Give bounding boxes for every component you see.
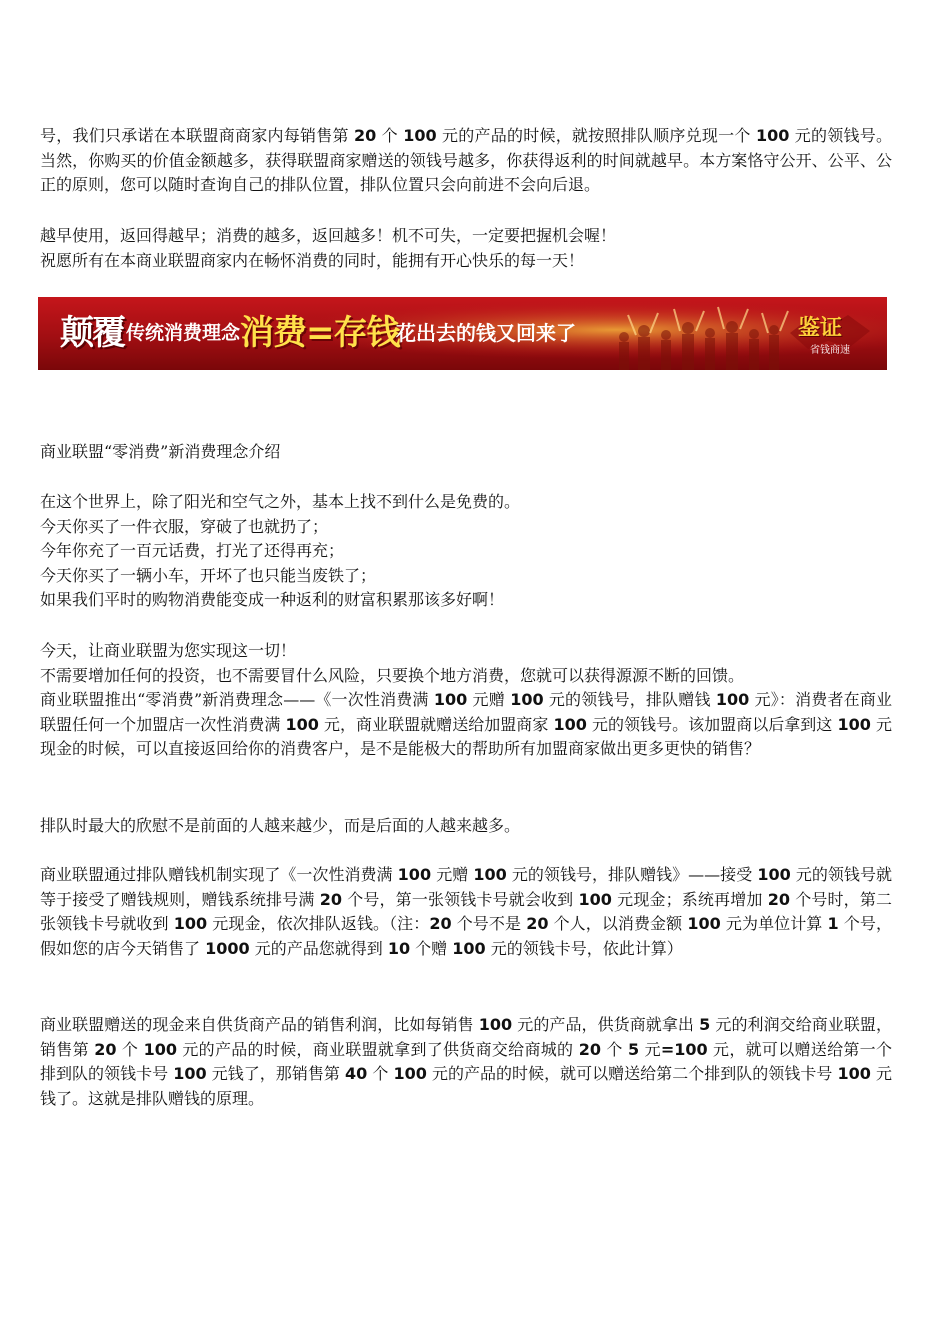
emphasis-number: 100: [510, 690, 544, 709]
emphasis-number: 20: [526, 914, 549, 933]
banner-subslogan: 花出去的钱又回来了: [396, 321, 576, 345]
emphasis-number: 100: [756, 126, 790, 145]
emphasis-number: 100: [837, 714, 871, 734]
emphasis-number: 20: [94, 1039, 117, 1059]
body-paragraph-3: 排队时最大的欣慰不是前面的人越来越少，而是后面的人越来越多。: [40, 816, 521, 835]
emphasis-number: 100: [452, 938, 486, 958]
emphasis-number: 20: [578, 1039, 601, 1059]
emphasis-number: 100: [757, 865, 791, 884]
emphasis-number: 40: [344, 1064, 368, 1083]
body-paragraph-2: 今天，让商业联盟为您实现这一切！ 不需要增加任何的投资，也不需要冒什么风险，只要换个地方消费，您就可以获得源源不断的回馈。 商业联盟推出“零消费”新消费理念——《一次性消费满 100 元赠 100 元的领钱号，排队赠钱 100 元》：消费者在商业联盟任何一个加盟店一次性消费满 100 元，商业联盟就赠送给加盟商家 100 元的领钱号。该加盟商以后拿到这 100 元现金的时候，可以直接返回给你的消费客户，是不是能极大的帮助所有加盟商家做出更多更快的销售？: [40, 641, 892, 758]
emphasis-number: 10: [387, 938, 411, 958]
emphasis-number: 20: [319, 889, 342, 909]
banner-slogan: 消费=存钱: [240, 313, 400, 353]
emphasis-number: =100: [660, 1039, 708, 1059]
emphasis-number: 100: [403, 126, 437, 145]
emphasis-number: 100: [473, 865, 507, 884]
emphasis-number: 100: [433, 690, 468, 709]
banner-headline-overturn: 颠覆: [60, 313, 124, 353]
emphasis-number: 100: [173, 914, 208, 933]
emphasis-number: 100: [553, 714, 587, 734]
emphasis-number: 100: [143, 1039, 177, 1059]
emphasis-number: 20: [429, 914, 452, 933]
emphasis-number: 100: [173, 1064, 207, 1083]
emphasis-number: 5: [699, 1015, 711, 1034]
emphasis-number: 100: [393, 1064, 427, 1083]
emphasis-number: 100: [285, 714, 319, 734]
emphasis-number: 100: [837, 1064, 871, 1083]
section-title: 商业联盟“零消费”新消费理念介绍: [40, 442, 281, 461]
emphasis-number: 100: [715, 690, 750, 709]
emphasis-number: 1: [827, 914, 839, 933]
emphasis-number: 100: [578, 889, 612, 909]
banner-logo: 鉴证: [798, 316, 843, 341]
emphasis-number: 100: [397, 865, 432, 884]
emphasis-number: 20: [767, 889, 790, 909]
emphasis-number: 100: [687, 914, 721, 933]
emphasis-number: 1000: [205, 938, 250, 958]
banner-logo-subtitle: 省钱商速: [810, 345, 850, 356]
promo-banner: [38, 297, 887, 370]
intro-paragraph-2: 越早使用，返回得越早；消费的越多，返回越多！机不可失，一定要把握机会喔！ 祝愿所有在本商业联盟商家内在畅怀消费的同时，能拥有开心快乐的每一天！: [40, 226, 617, 270]
body-paragraph-4: 商业联盟通过排队赠钱机制实现了《一次性消费满 100 元赠 100 元的领钱号，排队赠钱》——接受 100 元的领钱号就等于接受了赠钱规则，赠钱系统排号满 20 个号，第一张领钱卡号就会收到 100 元现金；系统再增加 20 个号时，第二张领钱卡号就收到 100 元现金，依次排队返钱。（注：20 个号不是 20 个人，以消费金额 100 元为单位计算 1 个号，假如您的店今天销售了 1000 元的产品您就得到 10 个赠 100 元的领钱卡号，依此计算）: [40, 865, 892, 958]
intro-paragraph-1: 号，我们只承诺在本联盟商商家内每销售第 20 个 100 元的产品的时候，就按照排队顺序兑现一个 100 元的领钱号。当然，你购买的价值金额越多，获得联盟商家赠送的领钱号越多，你获得返利的时间就越早。本方案恪守公开、公平、公正的原则，您可以随时查询自己的排队位置，排队位置只会向前进不会向后退。: [40, 126, 892, 194]
banner-tagline-traditional: 传统消费理念: [126, 322, 241, 344]
body-paragraph-5: 商业联盟赠送的现金来自供货商产品的销售利润，比如每销售 100 元的产品，供货商就拿出 5 元的利润交给商业联盟，销售第 20 个 100 元的产品的时候，商业联盟就拿到了供货商交给商城的 20 个 5 元=100 元，就可以赠送给第一个排到队的领钱卡号 100 元钱了，那销售第 40 个 100 元的产品的时候，就可以赠送给第二个排到队的领钱卡号 100 元钱了。这就是排队赠钱的原理。: [40, 1015, 892, 1108]
emphasis-number: 5: [628, 1039, 640, 1059]
emphasis-number: 20: [354, 126, 377, 145]
emphasis-number: 100: [478, 1015, 513, 1034]
body-paragraph-1: 在这个世界上，除了阳光和空气之外，基本上找不到什么是免费的。 今天你买了一件衣服，穿破了也就扔了； 今年你充了一百元话费，打光了还得再充； 今天你买了一辆小车，开坏了也只能当废铁了； 如果我们平时的购物消费能变成一种返利的财富积累那该多好啊！: [40, 492, 521, 609]
